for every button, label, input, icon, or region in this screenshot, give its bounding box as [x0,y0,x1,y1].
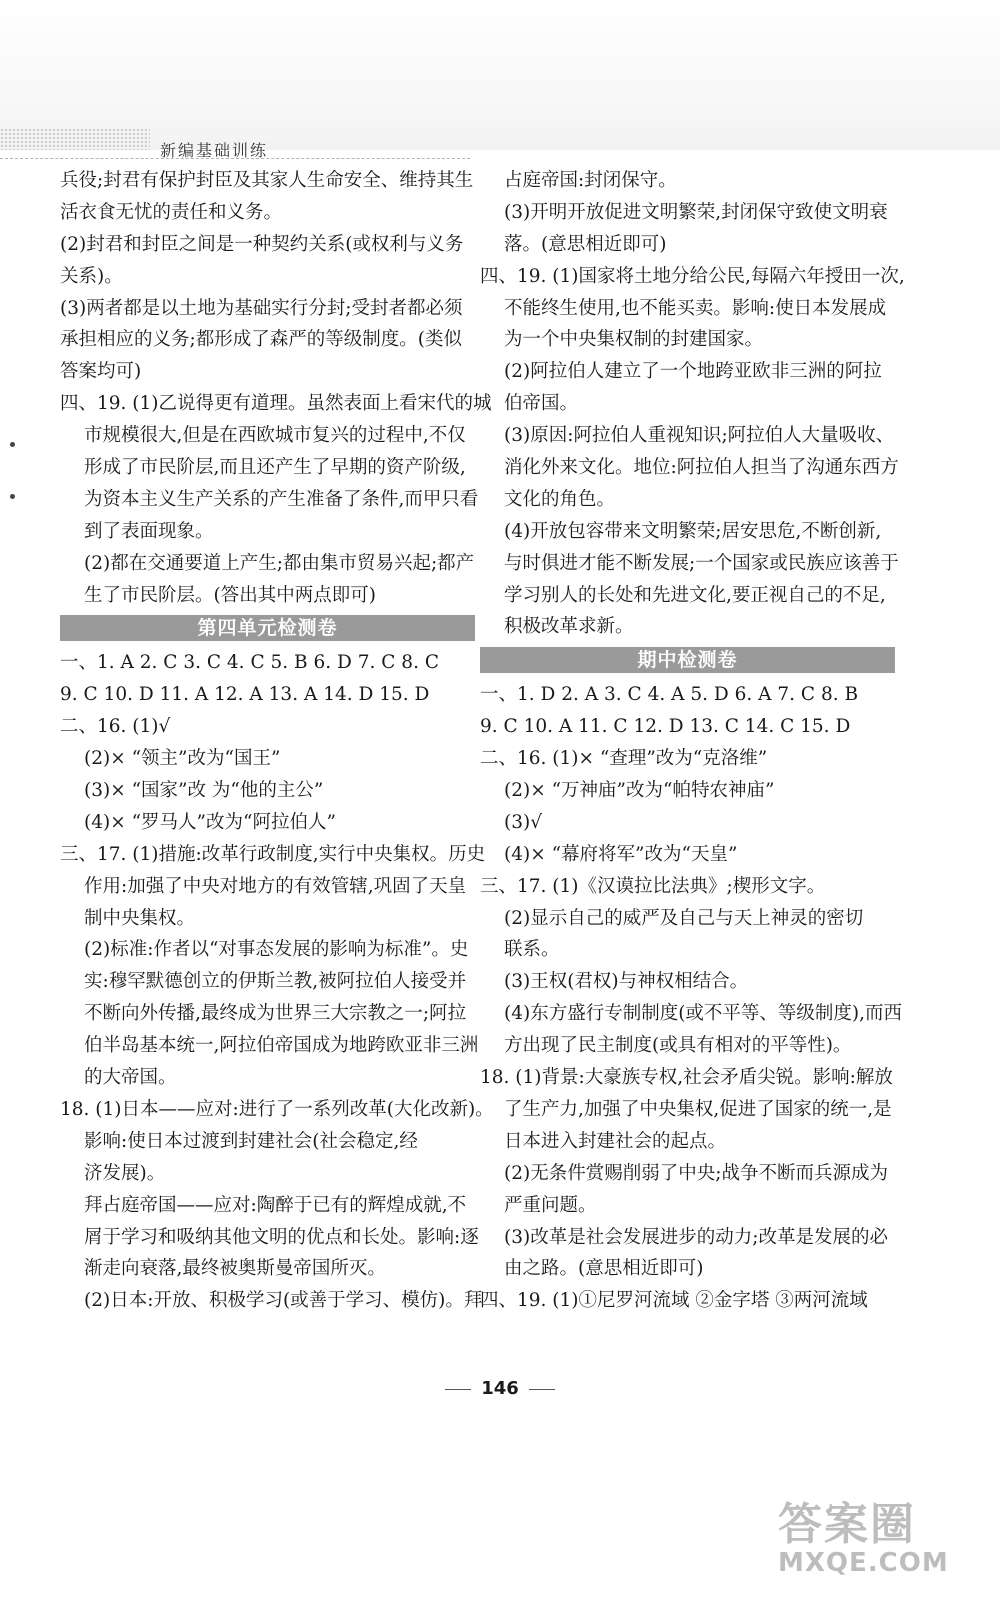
watermark-line2: MXQE.COM [778,1548,949,1578]
left-answers-part2 [60,647,494,1317]
answer-line: 制中央集权。 [84,907,196,929]
answer-line: 的大帝国。 [84,1067,177,1089]
left-answers-part1 [60,165,492,611]
page-number [0,1378,1000,1399]
answer-line: 积极改革求新。 [504,616,634,638]
section-banner-unit4: 第四单元检测卷 [60,615,475,641]
answer-line: 联系。 [504,939,560,961]
answer-line: 四、19. (1)乙说得更有道理。虽然表面上看宋代的城 [60,393,492,415]
answer-line: 文化的角色。 [504,488,616,510]
watermark-line1: 答案圈 [778,1499,916,1550]
answer-line: 屑于学习和吸纳其他文明的优点和长处。影响:逐 [84,1226,479,1248]
answer-line: 与时俱进才能不断发展;一个国家或民族应该善于 [504,552,899,574]
answer-line: 为资本主义生产关系的产生准备了条件,而甲只看 [84,488,479,510]
answer-line: 落。(意思相近即可) [504,233,667,255]
answer-line: 形成了市民阶层,而且还产生了早期的资产阶级, [84,457,466,479]
answer-line: 占庭帝国:封闭保守。 [504,170,677,191]
answer-line: (2)× “万神庙”改为“帕特农神庙” [504,780,775,802]
header-rule [0,158,470,160]
answer-line: 18. (1)背景:大豪族专权,社会矛盾尖锐。影响:解放 [480,1067,893,1089]
answer-line: 三、17. (1)《汉谟拉比法典》;楔形文字。 [480,875,826,897]
answer-line: 一、1. A 2. C 3. C 4. C 5. B 6. D 7. C 8. C [60,652,439,674]
top-scan-band [0,0,1000,150]
answer-line: 拜占庭帝国——应对:陶醉于已有的辉煌成就,不 [84,1194,467,1216]
answer-line: (3)改革是社会发展进步的动力;改革是发展的必 [504,1226,888,1248]
answer-line: (3)开明开放促进文明繁荣,封闭保守致使文明衰 [504,201,888,223]
answer-line: 严重问题。 [504,1194,597,1216]
answer-line: (3)两者都是以土地为基础实行分封;受封者都必须 [60,297,463,319]
answer-line: 兵役;封君有保护封臣及其家人生命安全、维持其生 [60,170,474,191]
answer-line: 答案均可) [60,361,142,383]
page-number-text: 146 [481,1378,519,1399]
answer-line: 市规模很大,但是在西欧城市复兴的过程中,不仅 [84,425,466,447]
answer-line: 方出现了民主制度(或具有相对的平等性)。 [504,1035,852,1057]
answer-line: 二、16. (1)× “查理”改为“克洛维” [480,748,768,770]
answer-line: 18. (1)日本——应对:进行了一系列改革(大化改新)。 [60,1098,494,1120]
margin-mark [10,442,15,447]
right-column [480,165,905,1317]
answer-line: (3)× “国家”改 为“他的主公” [84,780,324,802]
answer-line: (3)王权(君权)与神权相结合。 [504,971,749,993]
answer-line: (4)开放包容带来文明繁荣;居安思危,不断创新, [504,520,882,542]
answer-line: (2)无条件赏赐削弱了中央;战争不断而兵源成为 [504,1162,888,1184]
answer-line: 不能终生使用,也不能买卖。影响:使日本发展成 [504,297,887,319]
answer-line: 不断向外传播,最终成为世界三大宗教之一;阿拉 [84,1003,467,1025]
answer-line: (4)× “幕府将军”改为“天皇” [504,843,738,865]
series-title: 新编基础训练 [160,141,269,160]
answer-line: 一、1. D 2. A 3. C 4. A 5. D 6. A 7. C 8. B [480,684,859,706]
answer-line: 承担相应的义务;都形成了森严的等级制度。(类似 [60,329,462,351]
watermark-logo [778,1488,978,1588]
answer-line: 了生产力,加强了中央集权,促进了国家的统一,是 [504,1098,892,1120]
answer-line: 为一个中央集权制的封建国家。 [504,329,764,351]
answer-line: (2)阿拉伯人建立了一个地跨亚欧非三洲的阿拉 [504,361,882,383]
answer-line: 日本进入封建社会的起点。 [504,1130,727,1152]
answer-line: 济发展)。 [84,1162,166,1184]
answer-line: 四、19. (1)①尼罗河流域 ②金字塔 ③两河流域 [480,1290,868,1312]
answer-line: (2)封君和封臣之间是一种契约关系(或权利与义务 [60,233,464,255]
answer-line: (4)× “罗马人”改为“阿拉伯人” [84,811,336,833]
right-answers-part2 [480,679,903,1317]
left-column [60,165,494,1317]
answer-line: 伯半岛基本统一,阿拉伯帝国成为地跨欧亚非三洲 [84,1035,479,1057]
answer-line: 渐走向衰落,最终被奥斯曼帝国所灭。 [84,1258,386,1280]
answer-line: (2)标准:作者以“对事态发展的影响为标准”。史 [84,939,469,961]
answer-line: (4)东方盛行专制制度(或不平等、等级制度),而西 [504,1003,903,1025]
answer-line: 实:穆罕默德创立的伊斯兰教,被阿拉伯人接受并 [84,971,467,993]
answer-line: (3)√ [504,811,542,833]
answer-line: (2)× “领主”改为“国王” [84,748,281,770]
answer-line: 9. C 10. A 11. C 12. D 13. C 14. C 15. D [480,716,851,738]
answer-line: 消化外来文化。地位:阿拉伯人担当了沟通东西方 [504,457,899,479]
answer-line: 作用:加强了中央对地方的有效管辖,巩固了天皇 [84,875,467,897]
answer-line: 到了表面现象。 [84,520,214,542]
answer-line: 三、17. (1)措施:改革行政制度,实行中央集权。历史 [60,843,486,865]
margin-mark [10,494,15,499]
header-dot-pattern [0,128,150,150]
answer-line: 活衣食无忧的责任和义务。 [60,201,283,223]
answer-line: 影响:使日本过渡到封建社会(社会稳定,经 [84,1130,418,1152]
answer-line: 9. C 10. D 11. A 12. A 13. A 14. D 15. D [60,684,430,706]
answer-line: 二、16. (1)√ [60,716,171,738]
answer-line: 生了市民阶层。(答出其中两点即可) [84,584,376,606]
answer-line: (2)都在交通要道上产生;都由集市贸易兴起;都产 [84,552,475,574]
answer-line: 伯帝国。 [504,393,579,415]
right-answers-part1 [480,165,905,643]
answer-line: 关系)。 [60,265,123,287]
answer-line: (3)原因:阿拉伯人重视知识;阿拉伯人大量吸收、 [504,425,895,447]
answer-line: (2)日本:开放、积极学习(或善于学习、模仿)。拜 [84,1290,483,1312]
page-dash-left [445,1389,471,1390]
page-dash-right [529,1389,555,1390]
section-banner-midterm: 期中检测卷 [480,647,895,673]
answer-line: 由之路。(意思相近即可) [504,1258,704,1280]
answer-line: 四、19. (1)国家将土地分给公民,每隔六年授田一次, [480,265,905,287]
answer-line: (2)显示自己的威严及自己与天上神灵的密切 [504,907,864,929]
answer-line: 学习别人的长处和先进文化,要正视自己的不足, [504,584,886,606]
